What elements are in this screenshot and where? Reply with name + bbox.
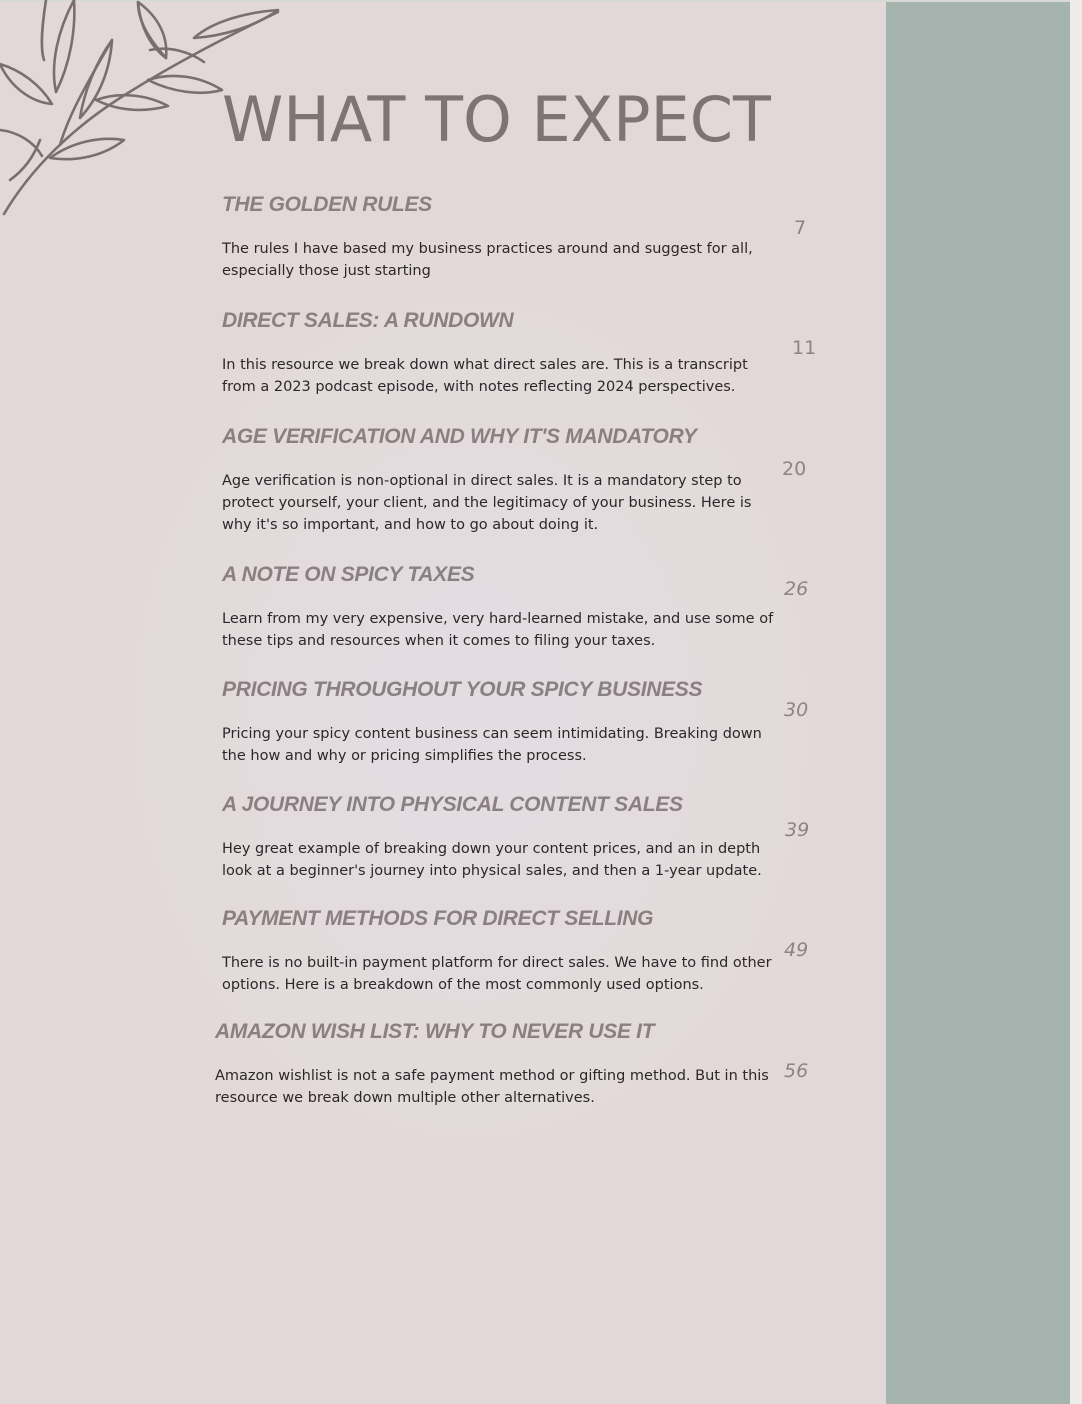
sidebar-panel [886,2,1070,1404]
page-edge [1070,0,1082,1404]
entry-description: Pricing your spicy content business can seem intimidating. Breaking down the how and why or pricing simplifies the process. [222,726,762,764]
toc-entry-amazon-wish-list [215,1019,775,1109]
entry-heading: PAYMENT METHODS FOR DIRECT SELLING [222,907,654,930]
entry-heading: DIRECT SALES: A RUNDOWN [222,309,514,332]
entry-description: Age verification is non-optional in direct sales. It is a mandatory step to protect yourself, your client, and the legitimacy of your business. Here is why it's so important, and how to go about doing it. [222,473,752,533]
toc-entry-spicy-taxes [222,562,782,652]
page-number: 11 [792,337,817,359]
entry-description: The rules I have based my business practices around and suggest for all, especially those just starting [222,241,753,279]
entry-heading: AMAZON WISH LIST: WHY TO NEVER USE IT [215,1020,655,1043]
entry-description: There is no built-in payment platform for direct sales. We have to find other options. Here is a breakdown of the most commonly used options. [222,955,772,993]
toc-entry-payment-methods [222,906,782,996]
toc-entry-age-verification [222,424,782,536]
page-number: 20 [782,458,807,480]
entry-heading: A JOURNEY INTO PHYSICAL CONTENT SALES [222,793,683,816]
entry-heading: AGE VERIFICATION AND WHY IT'S MANDATORY [222,425,697,448]
page-number: 26 [784,578,809,600]
entry-description: Learn from my very expensive, very hard-learned mistake, and use some of these tips and resources when it comes to filing your taxes. [222,611,774,649]
entry-description: Amazon wishlist is not a safe payment method or gifting method. But in this resource we break down multiple other alternatives. [215,1068,769,1106]
page-title: WHAT TO EXPECT [222,83,771,156]
entry-description: In this resource we break down what direct sales are. This is a transcript from a 2023 podcast episode, with notes reflecting 2024 perspectives. [222,357,748,395]
page-number: 39 [785,819,810,841]
page-number: 7 [794,217,807,239]
entry-heading: THE GOLDEN RULES [222,193,432,216]
toc-entry-golden-rules [222,192,782,282]
toc-entry-pricing [222,677,782,767]
entry-heading: A NOTE ON SPICY TAXES [222,563,475,586]
entry-heading: PRICING THROUGHOUT YOUR SPICY BUSINESS [222,678,703,701]
page-number: 30 [784,699,809,721]
page-number: 56 [784,1060,809,1082]
entry-description: Hey great example of breaking down your content prices, and an in depth look at a beginner's journey into physical sales, and then a 1-year update. [222,841,762,879]
toc-entry-direct-sales [222,308,782,398]
toc-entry-physical-sales [222,792,782,882]
page-number: 49 [784,939,809,961]
